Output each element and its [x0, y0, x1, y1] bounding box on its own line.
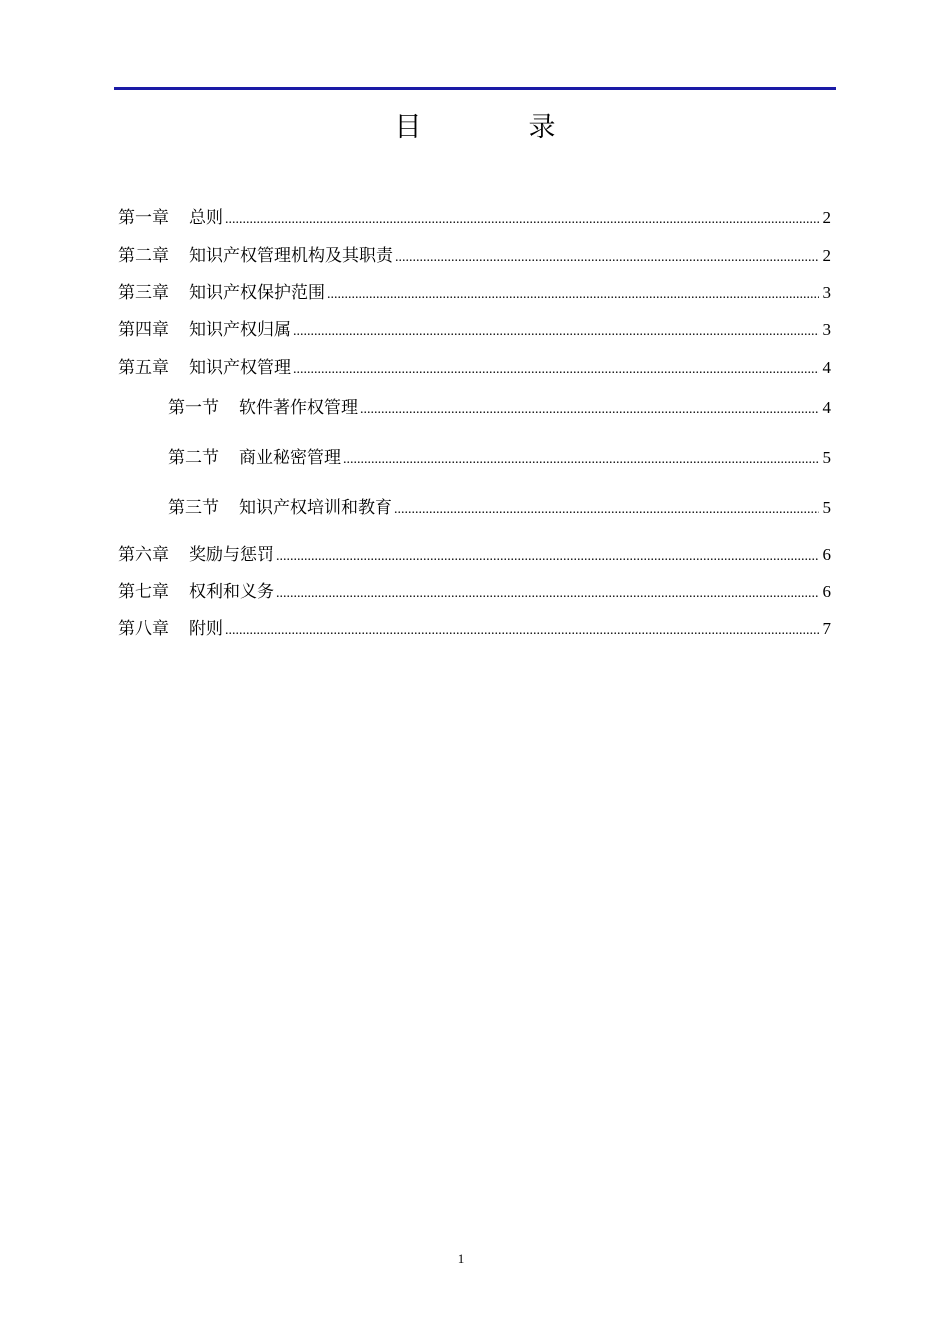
toc-entry-section-1[interactable]: [168, 397, 831, 421]
toc-entry-chapter-5[interactable]: [118, 357, 831, 381]
toc-entry-title: 软件著作权管理: [239, 398, 358, 418]
toc-entry-page: 5: [822, 498, 831, 517]
toc-entry-number: 第二节: [168, 448, 219, 468]
toc-entry-title: 权利和义务: [189, 582, 274, 602]
toc-leader-dots: [293, 359, 819, 381]
toc-leader-dots: [394, 499, 819, 521]
toc-entry-chapter-2[interactable]: [118, 245, 831, 269]
toc-entry-number: 第七章: [118, 582, 169, 602]
header-rule: [114, 87, 836, 90]
toc-entry-number: 第一节: [168, 398, 219, 418]
toc-entry-number: 第二章: [118, 246, 169, 266]
toc-entry-chapter-1[interactable]: [118, 207, 831, 231]
toc-entry-title: 知识产权培训和教育: [239, 498, 392, 518]
toc-entry-title: 附则: [189, 619, 223, 639]
toc-leader-dots: [225, 209, 819, 231]
toc-entry-chapter-6[interactable]: [118, 544, 831, 568]
toc-entry-chapter-8[interactable]: [118, 618, 831, 642]
toc-entry-number: 第五章: [118, 358, 169, 378]
toc-entry-number: 第一章: [118, 208, 169, 228]
toc-leader-dots: [276, 546, 819, 568]
toc-entry-number: 第四章: [118, 320, 169, 340]
toc-entry-page: 4: [822, 398, 831, 417]
toc-entry-title: 奖励与惩罚: [189, 545, 274, 565]
toc-entry-title: 知识产权管理机构及其职责: [189, 246, 393, 266]
toc-entry-page: 3: [822, 320, 831, 339]
toc-entry-page: 2: [822, 246, 831, 265]
toc-entry-page: 3: [822, 283, 831, 302]
toc-entry-number: 第三节: [168, 498, 219, 518]
toc-entry-title: 知识产权保护范围: [189, 283, 325, 303]
toc-entry-number: 第六章: [118, 545, 169, 565]
toc-entry-title: 知识产权管理: [189, 358, 291, 378]
page-number: 1: [457, 1251, 465, 1266]
toc-entry-title: 商业秘密管理: [239, 448, 341, 468]
toc-leader-dots: [276, 583, 819, 605]
toc-leader-dots: [395, 247, 819, 269]
toc-entry-page: 5: [822, 448, 831, 467]
toc-entry-page: 6: [822, 582, 831, 601]
toc-entry-page: 2: [822, 208, 831, 227]
toc-entry-title: 知识产权归属: [189, 320, 291, 340]
toc-entry-number: 第八章: [118, 619, 169, 639]
toc-leader-dots: [327, 284, 819, 306]
toc-leader-dots: [343, 449, 819, 471]
toc-entry-page: 4: [822, 358, 831, 377]
toc-entry-chapter-3[interactable]: [118, 282, 831, 306]
toc-leader-dots: [360, 399, 819, 421]
toc-entry-number: 第三章: [118, 283, 169, 303]
toc-leader-dots: [293, 321, 819, 343]
toc-entry-page: 7: [822, 619, 831, 638]
toc-entry-section-3[interactable]: [168, 497, 831, 521]
toc-entry-chapter-7[interactable]: [118, 581, 831, 605]
toc-entry-page: 6: [822, 545, 831, 564]
toc-entry-chapter-4[interactable]: [118, 319, 831, 343]
toc-title: 目 录: [394, 112, 596, 143]
toc-entry-section-2[interactable]: [168, 447, 831, 471]
toc-entry-title: 总则: [189, 208, 223, 228]
toc-leader-dots: [225, 620, 819, 642]
